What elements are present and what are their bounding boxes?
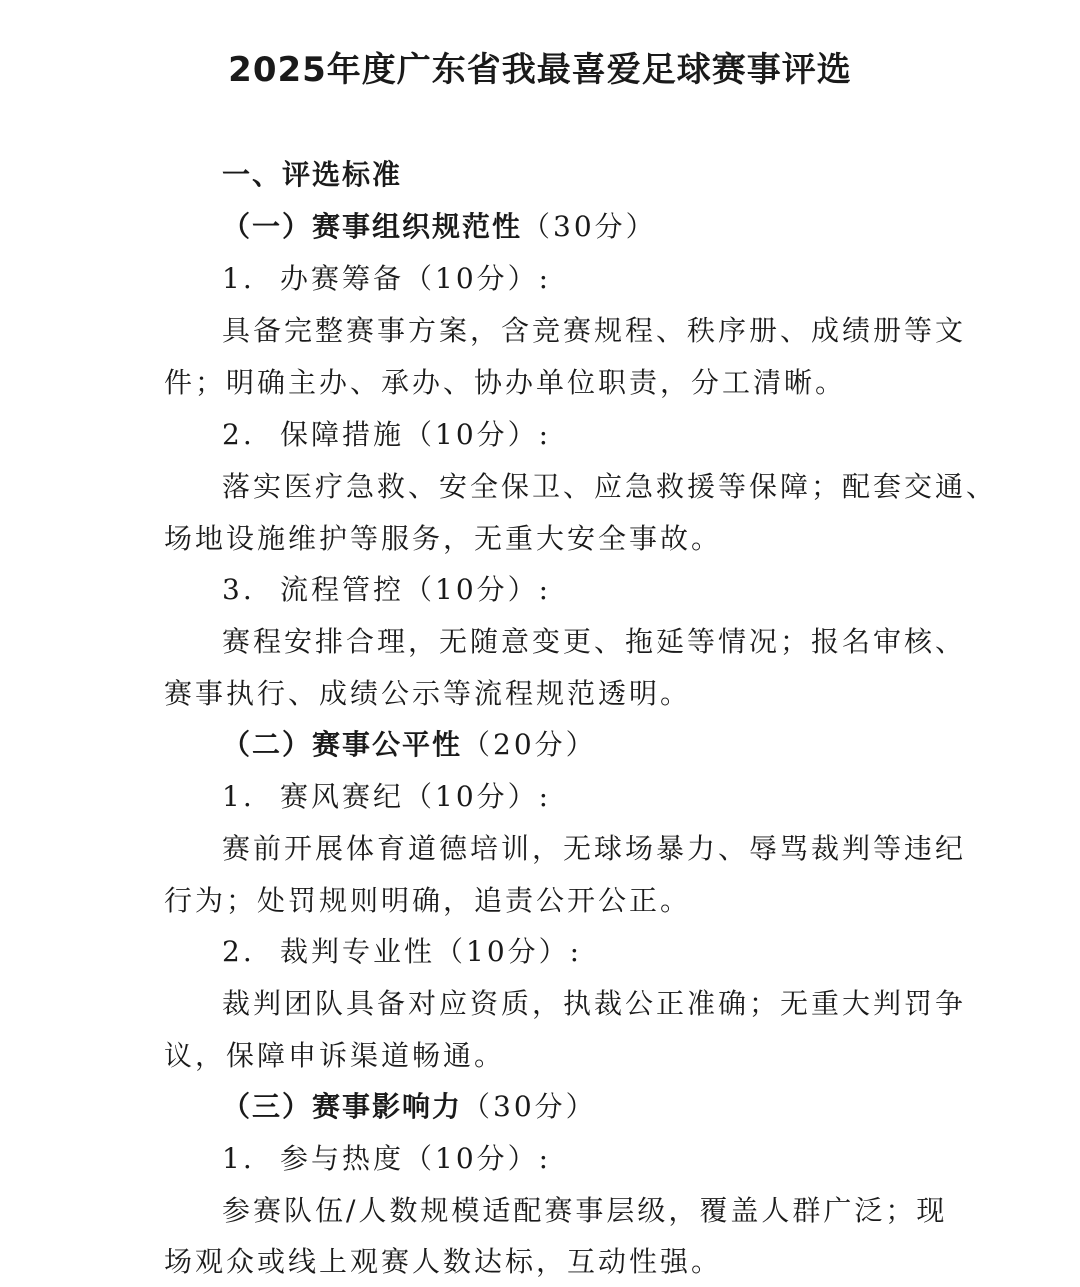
item-number: 2. bbox=[222, 935, 255, 968]
part-1-item-3-label bbox=[222, 570, 551, 610]
part-3-heading bbox=[222, 1087, 597, 1127]
part-1-item-1-text-line-1: 具备完整赛事方案，含竞赛规程、秩序册、成绩册等文 bbox=[222, 314, 967, 347]
item-label: 保障措施（10分）: bbox=[280, 418, 552, 451]
part-2-item-2-text-line-2: 议，保障申诉渠道畅通。 bbox=[164, 1039, 506, 1072]
item-label: 裁判专业性（10分）: bbox=[280, 935, 583, 968]
part-2-item-2-label bbox=[222, 932, 582, 972]
part-3-score: （30分） bbox=[462, 1090, 597, 1123]
part-1-item-2-text-line-1: 落实医疗急救、安全保卫、应急救援等保障；配套交通、 bbox=[222, 470, 998, 503]
part-1-heading bbox=[222, 207, 657, 247]
part-3-item-1-label bbox=[222, 1139, 551, 1179]
part-1-item-2-text-line-2: 场地设施维护等服务，无重大安全事故。 bbox=[164, 522, 723, 555]
part-1-item-1-text-line-2: 件；明确主办、承办、协办单位职责，分工清晰。 bbox=[164, 366, 847, 399]
part-1-item-1-label bbox=[222, 259, 551, 299]
item-number: 3. bbox=[222, 573, 255, 606]
item-label: 流程管控（10分）: bbox=[280, 573, 552, 606]
part-2-item-1-text-line-1: 赛前开展体育道德培训，无球场暴力、辱骂裁判等违纪 bbox=[222, 832, 967, 865]
part-2-title: （二）赛事公平性 bbox=[222, 728, 463, 761]
part-1-item-3-text-line-1: 赛程安排合理，无随意变更、拖延等情况；报名审核、 bbox=[222, 625, 967, 658]
item-number: 1. bbox=[222, 780, 255, 813]
part-1-item-3-text-line-2: 赛事执行、成绩公示等流程规范透明。 bbox=[164, 677, 692, 710]
item-number: 1. bbox=[222, 1142, 255, 1175]
item-number: 2. bbox=[222, 418, 255, 451]
part-2-heading bbox=[222, 725, 597, 765]
part-3-item-1-text-line-2: 场观众或线上观赛人数达标，互动性强。 bbox=[164, 1245, 723, 1278]
part-1-item-2-label bbox=[222, 415, 551, 455]
part-2-item-1-label bbox=[222, 777, 551, 817]
item-label: 参与热度（10分）: bbox=[280, 1142, 552, 1175]
part-2-score: （20分） bbox=[462, 728, 597, 761]
part-1-title: （一）赛事组织规范性 bbox=[222, 210, 523, 243]
item-number: 1. bbox=[222, 262, 255, 295]
part-3-item-1-text-line-1: 参赛队伍/人数规模适配赛事层级，覆盖人群广泛；现 bbox=[222, 1194, 948, 1227]
section-heading-criteria: 一、评选标准 bbox=[222, 158, 403, 191]
item-label: 办赛筹备（10分）: bbox=[280, 262, 552, 295]
part-2-item-1-text-line-2: 行为；处罚规则明确，追责公开公正。 bbox=[164, 884, 692, 917]
part-3-title: （三）赛事影响力 bbox=[222, 1090, 463, 1123]
part-1-score: （30分） bbox=[522, 210, 657, 243]
item-label: 赛风赛纪（10分）: bbox=[280, 780, 552, 813]
part-2-item-2-text-line-1: 裁判团队具备对应资质，执裁公正准确；无重大判罚争 bbox=[222, 987, 967, 1020]
document-title: 2025年度广东省我最喜爱足球赛事评选 bbox=[228, 50, 852, 90]
